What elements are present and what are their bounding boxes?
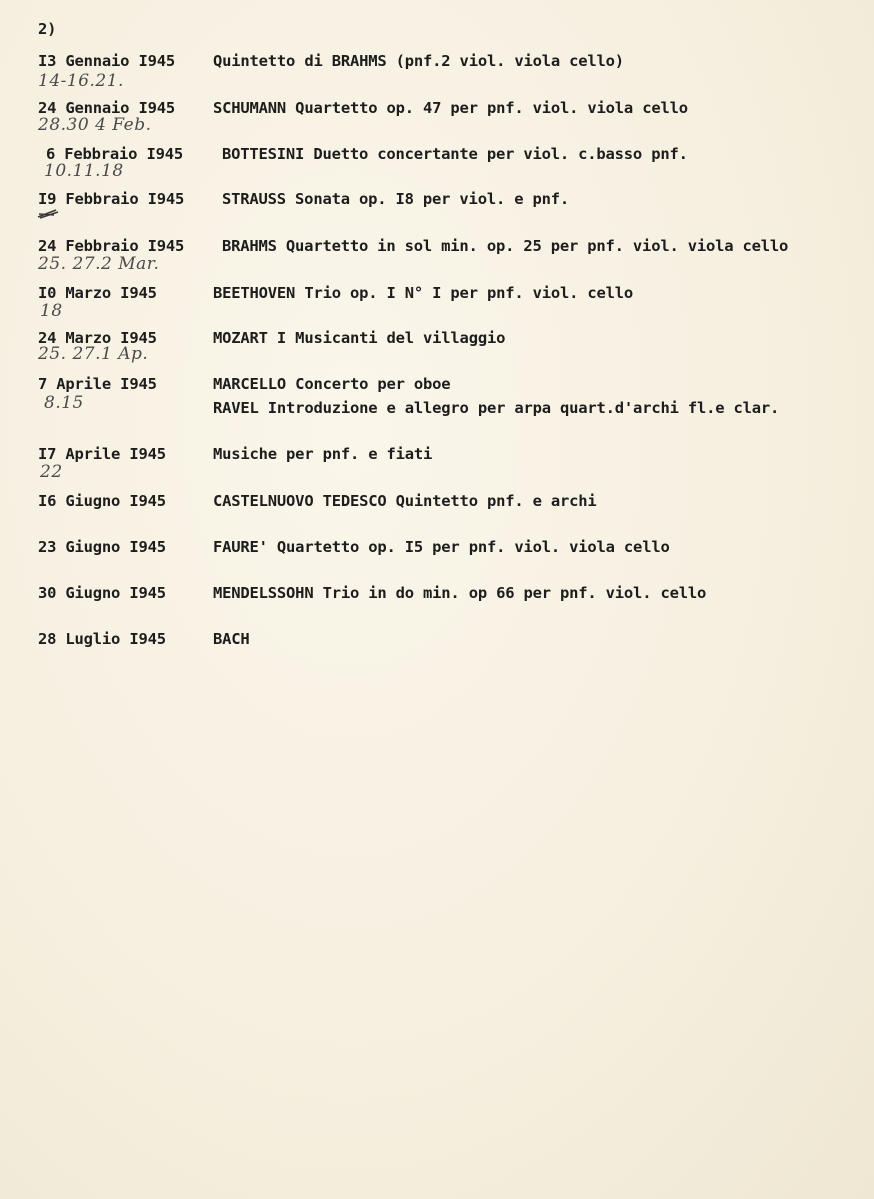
entry-program: SCHUMANN Quartetto op. 47 per pnf. viol. viola cello xyxy=(213,99,688,117)
entry-date: I9 Febbraio I945 xyxy=(38,190,185,208)
entry-date: I3 Gennaio I945 xyxy=(38,52,175,70)
entry-date: 24 Marzo I945 xyxy=(38,329,157,347)
entry-program: STRAUSS Sonata op. I8 per viol. e pnf. xyxy=(222,190,570,208)
entry-date: 6 Febbraio I945 xyxy=(46,145,183,163)
entry-program: RAVEL Introduzione e allegro per arpa quart.d'archi fl.e clar. xyxy=(213,399,780,417)
handwritten-note: 8.15 xyxy=(44,393,84,413)
entry-date: I7 Aprile I945 xyxy=(38,445,166,463)
handwritten-note: 25. 27.1 Ap. xyxy=(38,344,149,364)
entry-program: MENDELSSOHN Trio in do min. op 66 per pnf. viol. cello xyxy=(213,584,707,602)
handwritten-note: 22 xyxy=(40,462,63,482)
entry-date: 30 Giugno I945 xyxy=(38,584,166,602)
scribble-mark xyxy=(36,208,60,220)
entry-date: 23 Giugno I945 xyxy=(38,538,166,556)
entry-date: 28 Luglio I945 xyxy=(38,630,166,648)
handwritten-note: 14-16.21. xyxy=(38,71,124,91)
handwritten-note: 25. 27.2 Mar. xyxy=(38,254,160,274)
page-number: 2) xyxy=(38,20,57,38)
entry-date: 7 Aprile I945 xyxy=(38,375,157,393)
entry-date: I6 Giugno I945 xyxy=(38,492,166,510)
entry-program: BRAHMS Quartetto in sol min. op. 25 per pnf. viol. viola cello xyxy=(222,237,789,255)
handwritten-note: 28.30 4 Feb. xyxy=(38,115,152,135)
handwritten-note: 10.11.18 xyxy=(44,161,124,181)
entry-program: MOZART I Musicanti del villaggio xyxy=(213,329,506,347)
entry-program: CASTELNUOVO TEDESCO Quintetto pnf. e archi xyxy=(213,492,597,510)
entry-date: 24 Febbraio I945 xyxy=(38,237,185,255)
entry-date: 24 Gennaio I945 xyxy=(38,99,175,117)
entry-program: Quintetto di BRAHMS (pnf.2 viol. viola cello) xyxy=(213,52,624,70)
entry-program: MARCELLO Concerto per oboe xyxy=(213,375,451,393)
entry-program: FAURE' Quartetto op. I5 per pnf. viol. viola cello xyxy=(213,538,670,556)
entry-date: I0 Marzo I945 xyxy=(38,284,157,302)
entry-program: BACH xyxy=(213,630,250,648)
entry-program: BOTTESINI Duetto concertante per viol. c.basso pnf. xyxy=(222,145,688,163)
entry-program: Musiche per pnf. e fiati xyxy=(213,445,433,463)
entry-program: BEETHOVEN Trio op. I N° I per pnf. viol. cello xyxy=(213,284,634,302)
handwritten-note: 18 xyxy=(40,301,63,321)
